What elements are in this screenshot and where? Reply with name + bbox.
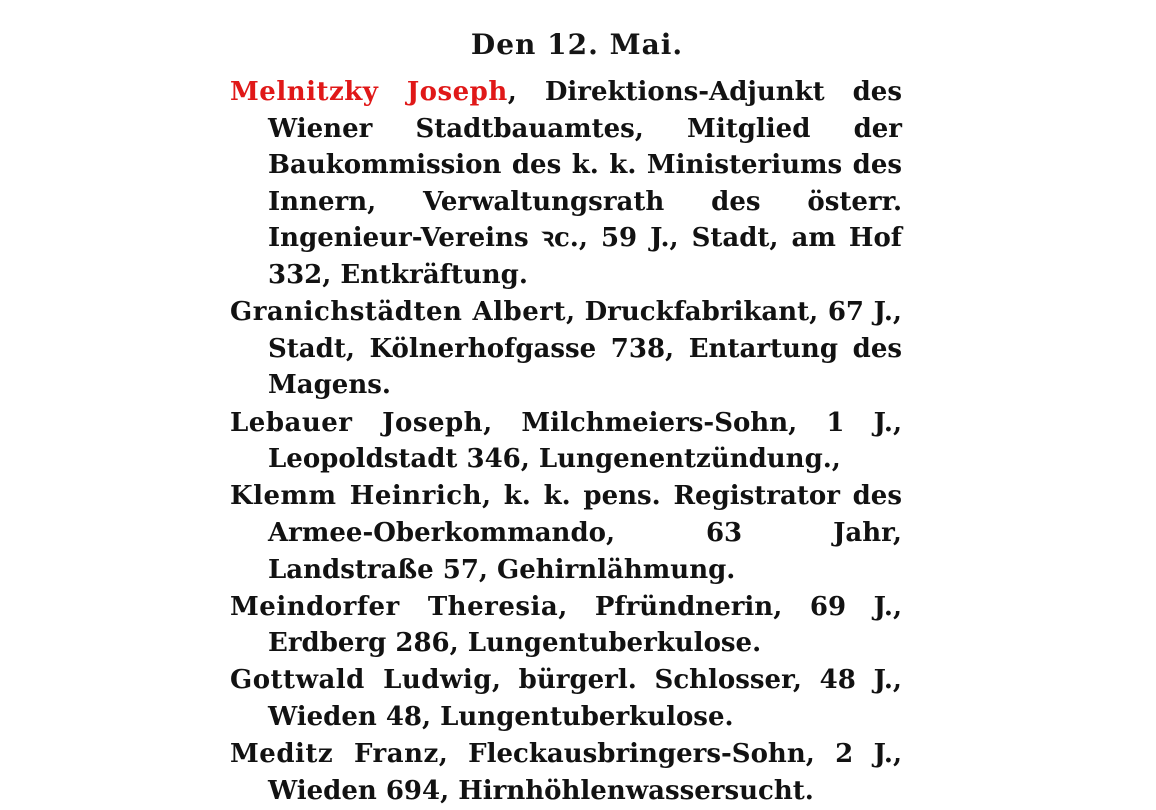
death-notice-entry (230, 662, 902, 735)
death-notice-list (230, 74, 902, 810)
notice-details: , Direktions-Adjunkt des Wiener Stadtbauamtes, Mitglied der Baukommission des k. k. Ministeriums des Innern, Verwaltungsrath des österr. Ingenieur-Vereins ꝛc., 59 J., Stadt, am Hof 332, Entkräftung. (268, 77, 902, 290)
notice-details: , Druckfabrikant, 67 J., Stadt, Kölnerhofgasse 738, Entartung des Magens. (268, 297, 902, 401)
deceased-name: Meditz Franz (230, 739, 439, 770)
death-notice-entry (230, 405, 902, 478)
deceased-name: Granichstädten Albert (230, 297, 566, 328)
death-notice-entry (230, 589, 902, 662)
notice-details: , Fleckausbringers-Sohn, 2 J., Wieden 694, Hirnhöhlenwassersucht. (268, 739, 903, 806)
deceased-name: Klemm Heinrich (230, 481, 482, 512)
death-notice-entry (230, 294, 902, 404)
newspaper-clipping (222, 22, 912, 806)
notice-details: , k. k. pens. Registrator des Armee-Oberkommando, 63 Jahr, Landstraße 57, Gehirnlähmung. (268, 481, 902, 585)
page-title: Den 12. Mai. (470, 28, 684, 61)
death-notice-entry (230, 74, 902, 294)
deceased-name: Melnitzky Joseph (230, 77, 508, 107)
notice-details: , Milchmeiers-Sohn, 1 J., Leopoldstadt 346, Lungenentzündung., (268, 407, 903, 475)
notice-details: , Pfründnerin, 69 J., Erdberg 286, Lungentuberkulose. (268, 591, 902, 659)
death-notice-entry (230, 736, 902, 809)
deceased-name: Lebauer Joseph (230, 407, 484, 438)
deceased-name: Gottwald Ludwig (230, 665, 492, 696)
death-notice-entry (230, 478, 902, 588)
deceased-name: Meindorfer Theresia (230, 591, 559, 622)
notice-details: , bürgerl. Schlosser, 48 J., Wieden 48, Lungentuberkulose. (268, 665, 902, 733)
